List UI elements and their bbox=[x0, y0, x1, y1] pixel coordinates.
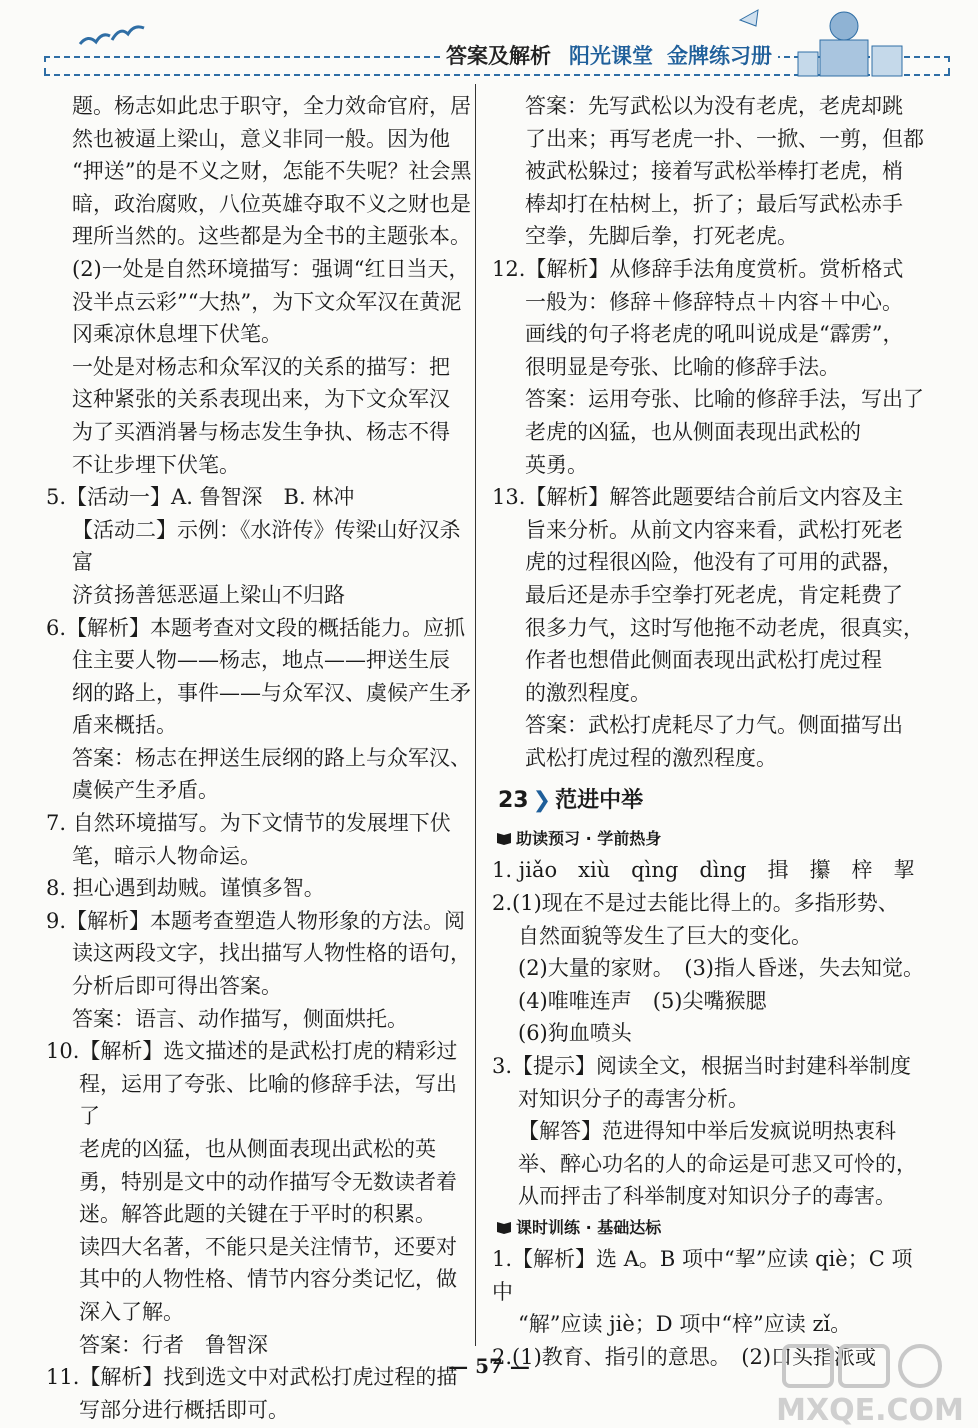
question-13: 13.【解析】解答此题要结合前后文内容及主 bbox=[492, 485, 904, 510]
practice-answer-1: 1.【解析】选 A。B 项中“挈”应读 qiè；C 项中 bbox=[492, 1247, 913, 1304]
text-line: 旨来分析。从前文内容来看，武松打死老 bbox=[525, 517, 903, 542]
question-9: 9.【解析】本题考查塑造人物形象的方法。阅 bbox=[46, 908, 466, 933]
question-7: 7. 自然环境描写。为下文情节的发展埋下伏 bbox=[46, 811, 451, 836]
text-line: 暗，政治腐败，八位英雄夺取不义之财也是 bbox=[72, 191, 471, 216]
text-line: 画线的句子将老虎的吼叫说成是“霹雳”， bbox=[525, 322, 904, 347]
answer-line: 答案：武松打虎耗尽了力气。侧面描写出 bbox=[525, 713, 903, 738]
text-line: 【活动二】示例：《水浒传》传梁山好汉杀富 bbox=[72, 517, 461, 575]
text-line: 作者也想借此侧面表现出武松打虎过程 bbox=[525, 648, 882, 673]
text-line: 深入了解。 bbox=[79, 1299, 184, 1324]
text-line: “解”应读 jiè；D 项中“梓”应读 zǐ。 bbox=[518, 1312, 852, 1337]
text-line: (2)一处是自然环境描写：强调“红日当天， bbox=[72, 256, 470, 281]
text-line: 写部分进行概括即可。 bbox=[79, 1397, 289, 1422]
text-line: 不让步埋下伏笔。 bbox=[72, 452, 240, 477]
answer-line: 答案：运用夸张、比喻的修辞手法，写出了 bbox=[525, 387, 924, 412]
text-line: (4)唯唯连声 (5)尖嘴猴腮 bbox=[518, 988, 767, 1013]
text-line: 程，运用了夸张、比喻的修辞手法，写出了 bbox=[79, 1071, 457, 1129]
question-12: 12.【解析】从修辞手法角度赏析。赏析格式 bbox=[492, 256, 904, 281]
text-line: 武松打虎过程的激烈程度。 bbox=[525, 745, 777, 770]
brand-name: 阳光课堂 bbox=[569, 44, 653, 68]
answer-line: 答案：语言、动作描写，侧面烘托。 bbox=[72, 1006, 408, 1031]
text-line: 【解答】范进得知中举后发疯说明热衷科 bbox=[518, 1119, 896, 1144]
preview-answer-2: 2.(1)现在不是过去能比得上的。多指形势、 bbox=[492, 891, 899, 916]
question-8: 8. 担心遇到劫贼。谨慎多智。 bbox=[46, 876, 325, 901]
section-number: 23 bbox=[498, 788, 529, 814]
watermark-text: MXQE.COM bbox=[776, 1393, 964, 1426]
text-line: 盾来概括。 bbox=[72, 713, 177, 738]
text-line: 了出来；再写老虎一扑、一掀、一剪，但都 bbox=[525, 126, 924, 151]
text-line: 为了买酒消暑与杨志发生争执、杨志不得 bbox=[72, 419, 450, 444]
question-11: 11.【解析】找到选文中对武松打虎过程的描 bbox=[46, 1365, 458, 1390]
left-column bbox=[46, 90, 476, 1426]
text-line: 读四大名著，不能只是关注情节，还要对 bbox=[79, 1234, 457, 1259]
answer-line: 答案：先写武松以为没有老虎，老虎却跳 bbox=[525, 94, 903, 118]
right-column bbox=[492, 90, 932, 1373]
text-line: 很明显是夸张、比喻的修辞手法。 bbox=[525, 354, 840, 379]
text-line: 笔，暗示人物命运。 bbox=[72, 843, 261, 868]
header-title: 答案及解析 bbox=[446, 44, 551, 68]
text-line: 很多力气，这时写他拖不动老虎，很真实， bbox=[525, 615, 924, 640]
subsection-title-preview: 助读预习 · 学前热身 bbox=[496, 824, 932, 854]
question-5: 5.【活动一】A. 鲁智深 B. 林冲 bbox=[46, 485, 355, 510]
text-line: “押送”的是不义之财，怎能不失呢？社会黑 bbox=[72, 159, 472, 184]
text-line: 从而抨击了科举制度对知识分子的毒害。 bbox=[518, 1184, 896, 1209]
text-line: 济贫扬善惩恶逼上梁山不归路 bbox=[72, 582, 345, 607]
text-line: 对知识分子的毒害分析。 bbox=[518, 1086, 749, 1111]
header-title-group bbox=[440, 40, 778, 70]
section-title bbox=[498, 784, 932, 818]
question-6: 6.【解析】本题考查对文段的概括能力。应抓 bbox=[46, 615, 466, 640]
text-line: 老虎的凶猛，也从侧面表现出武松的 bbox=[525, 419, 861, 444]
text-line: 一般为：修辞＋修辞特点＋内容＋中心。 bbox=[525, 289, 903, 314]
text-line: 没半点云彩”“大热”，为下文众军汉在黄泥 bbox=[72, 289, 462, 314]
text-line: 读这两段文字，找出描写人物性格的语句， bbox=[72, 941, 471, 966]
text-line: 这种紧张的关系表现出来，为下文众军汉 bbox=[72, 387, 450, 412]
text-line: 勇，特别是文中的动作描写令无数读者着 bbox=[79, 1169, 457, 1194]
text-line: 棒却打在枯树上，折了；最后写武松赤手 bbox=[525, 191, 903, 216]
text-line: 虎的过程很凶险，他没有了可用的武器， bbox=[525, 550, 903, 575]
birds-icon bbox=[78, 22, 148, 56]
text-line: 其中的人物性格、情节内容分类记忆，做 bbox=[79, 1267, 457, 1292]
text-line: 举、醉心功名的人的命运是可悲又可怜的， bbox=[518, 1151, 917, 1176]
text-line: 题。杨志如此忠于职守，全力效命官府，居 bbox=[72, 94, 471, 118]
text-line: 被武松躲过；接着写武松举棒打老虎，梢 bbox=[525, 159, 903, 184]
preview-answer-3: 3.【提示】阅读全文，根据当时封建科举制度 bbox=[492, 1054, 912, 1079]
text-line: 住主要人物——杨志，地点——押送生辰 bbox=[72, 648, 450, 673]
question-10: 10.【解析】选文描述的是武松打虎的精彩过 bbox=[46, 1039, 458, 1064]
subsection-title-practice: 课时训练 · 基础达标 bbox=[496, 1213, 932, 1243]
book-icon bbox=[496, 831, 512, 845]
text-line: 冈乘凉休息埋下伏笔。 bbox=[72, 322, 282, 347]
answer-line: 答案：行者 鲁智深 bbox=[79, 1332, 268, 1357]
text-line: 迷。解答此题的关键在于平时的积累。 bbox=[79, 1202, 436, 1227]
chevron-right-icon: ❯ bbox=[532, 788, 552, 814]
watermark-logo bbox=[770, 1344, 970, 1426]
text-line: 分析后即可得出答案。 bbox=[72, 974, 282, 999]
brand-subtitle: 金牌练习册 bbox=[667, 44, 772, 68]
text-line: 的激烈程度。 bbox=[525, 680, 651, 705]
text-line: 最后还是赤手空拳打死老虎，肯定耗费了 bbox=[525, 582, 903, 607]
text-line: 纲的路上，事件——与众军汉、虞候产生矛 bbox=[72, 680, 471, 705]
text-line: 英勇。 bbox=[525, 452, 588, 477]
text-line: 然也被逼上梁山，意义非同一般。因为他 bbox=[72, 126, 450, 151]
page-header bbox=[0, 0, 978, 84]
text-line: 虞候产生矛盾。 bbox=[72, 778, 219, 803]
preview-answer-1: 1. jiǎo xiù qìng dìng 揖 攥 梓 挈 bbox=[492, 858, 915, 883]
text-line: 自然面貌等发生了巨大的变化。 bbox=[518, 923, 812, 948]
text-line: (2)大量的家财。 (3)指人昏迷，失去知觉。 bbox=[518, 956, 924, 981]
text-line: (6)狗血喷头 bbox=[518, 1021, 632, 1046]
text-line: 理所当然的。这些都是为全书的主题张本。 bbox=[72, 224, 471, 249]
globe-building-icon bbox=[736, 6, 936, 80]
answer-line: 答案：杨志在押送生辰纲的路上与众军汉、 bbox=[72, 745, 471, 770]
text-line: 老虎的凶猛，也从侧面表现出武松的英 bbox=[79, 1137, 436, 1161]
book-icon bbox=[496, 1220, 512, 1234]
text-line: 空拳，先脚后拳，打死老虎。 bbox=[525, 224, 798, 249]
page-number: — 57 — bbox=[448, 1354, 530, 1378]
text-line: 一处是对杨志和众军汉的关系的描写：把 bbox=[72, 354, 450, 379]
practice-answer-2: 2.(1)教育、指引的意思。 (2)口头指派或 bbox=[492, 1344, 877, 1369]
section-name: 范进中举 bbox=[555, 788, 644, 814]
